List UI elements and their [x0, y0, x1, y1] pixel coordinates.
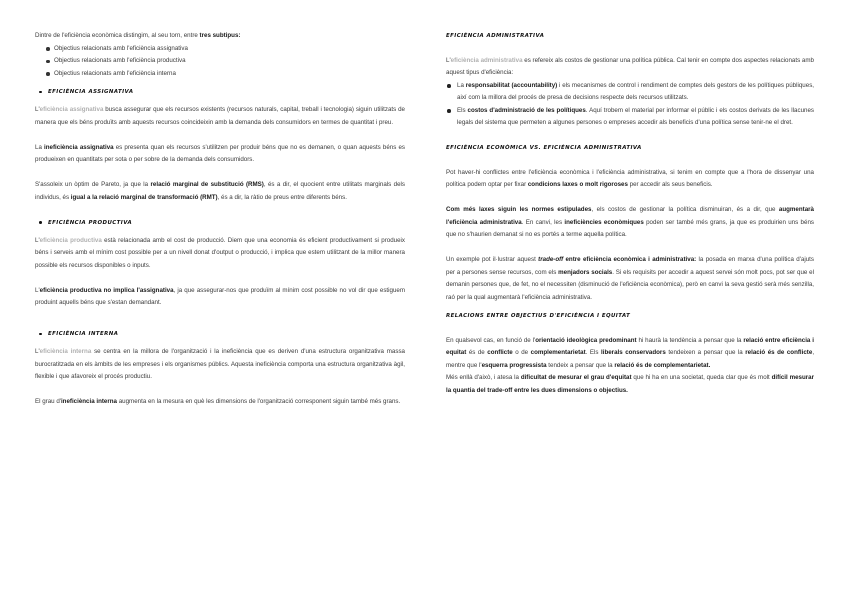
paragraph: L'eficiència productiva no implica l'assignativa, ja que assegurar-nos que produïm al mínim cost possible no vol dir que estiguem produint aquells béns que s'estan demandant. — [35, 286, 405, 306]
paragraph: L'eficiència productiva està relacionada amb el cost de producció. Diem que una economia és eficient productivament si produeix béns i serveis amb el mínim cost possible per a un nivell donat d'output o producció, i implica que estem utilitzant de la millor manera possible els recursos disponibles o inputs. — [35, 236, 405, 269]
section-heading-productiva: EFICIÈNCIA PRODUCTIVA — [35, 217, 405, 229]
paragraph: Més enllà d'això, i atesa la dificultat de mesurar el grau d'equitat que hi ha en una societat, queda clar que és molt difícil mesurar la quantia del trade-off entre les dues dimensions o objectius. — [446, 374, 814, 394]
paragraph: El grau d'ineficiència interna augmenta en la mesura en què les dimensions de l'organització corresponent siguin també més grans. — [35, 398, 401, 405]
intro-bold: tres subtipus: — [199, 32, 241, 39]
left-column — [35, 30, 405, 409]
paragraph: L'eficiència administrativa es refereix als costos de gestionar una política pública. Cal tenir en compte dos aspectes relacionats amb aquest tipus d'eficiència: — [446, 56, 814, 76]
subtypes-list — [35, 43, 405, 81]
term-highlight: eficiència administrativa — [450, 56, 523, 64]
right-column — [446, 30, 814, 397]
list-item: Objectius relacionats amb l'eficiència assignativa — [35, 43, 405, 56]
intro-paragraph — [35, 30, 405, 43]
intro-text: Dintre de l'eficiència econòmica distingim, al seu torn, entre — [35, 32, 200, 39]
paragraph: Pot haver-hi conflictes entre l'eficiència econòmica i l'eficiència administrativa, si tenim en compte que a l'hora de dissenyar una política podem optar per fixar condicions laxes o molt rigoroses per accedir als seus beneficis. — [446, 168, 814, 188]
paragraph: L'eficiència assignativa busca assegurar que els recursos existents (recursos naturals, capital, treball i tecnologia) siguin utilitzats de manera que els béns produïts amb aquests recursos coincideixin amb la demanda dels consumidors en termes de quantitat i preu. — [35, 106, 405, 126]
aspects-list — [446, 80, 814, 130]
paragraph: Com més laxes siguin les normes estipulades, els costos de gestionar la política disminuiran, és a dir, que augmentarà l'eficiència administrativa. En canvi, les ineficiències econòmiques poden ser també més grans, ja que es produirien uns béns que no s'haurien demanat si no es portés a terme aquella política. — [446, 206, 814, 238]
paragraph: Un exemple pot il·lustrar aquest trade-off entre eficiència econòmica i administrativa: la posada en marxa d'una política d'ajuts per a persones sense recursos, com els menjadors socials. Si els requisits per accedir a aquest servei són molt pocs, pot ser que el demanin persones que, de fet, no el necessiten (disminució de l'eficiència econòmica), però en canvi la seva gestió serà més senzilla, raó per la qual augmentarà l'eficiència administrativa. — [446, 256, 814, 301]
list-item: Objectius relacionats amb l'eficiència productiva — [35, 55, 405, 68]
paragraph: S'assoleix un òptim de Pareto, ja que la relació marginal de substitució (RMS), és a dir, el quocient entre utilitats marginals dels individus, és igual a la relació marginal de transformació (RMT), és a dir, la ràtio de preus entre diferents béns. — [35, 181, 405, 201]
term-highlight: eficiència productiva — [39, 236, 102, 244]
paragraph: La ineficiència assignativa es presenta quan els recursos s'utilitzen per produir béns que no es demanen, o quan aquests béns es produeixen en quantitats per sota o per sobre de la demanda dels consumidors. — [35, 143, 405, 163]
list-item: Els costos d'administració de les polítiques. Aquí trobem el material per informar el públic i els costos derivats de les llacunes legals del sistema que permeten a algunes persones o empreses accedir als beneficis d'una política sense tenir-ne el dret. — [446, 105, 814, 130]
list-item: Objectius relacionats amb l'eficiència interna — [35, 68, 405, 81]
section-heading-assignativa: EFICIÈNCIA ASSIGNATIVA — [35, 86, 405, 98]
term-highlight: eficiència interna — [39, 348, 92, 355]
section-heading-interna: EFICIÈNCIA INTERNA — [35, 328, 405, 340]
section-heading-administrativa: EFICIÈNCIA ADMINISTRATIVA — [446, 33, 545, 39]
list-item: La responsabilitat (accountability) i els mecanismes de control i rendiment de comptes dels gestors de les polítiques públiques, així com la millora del procés de presa de decisions respecte dels recursos utilitzats. — [446, 80, 814, 105]
paragraph: En qualsevol cas, en funció de l'orientació ideològica predominant hi haurà la tendència a pensar que la relació entre eficiència i equitat és de conflicte o de complementarietat. Els liberals conservadors tendeixen a pensar que la relació és de conflicte, mentre que l'esquerra progressista tendeix a pensar que la relació és de complementarietat. — [446, 336, 815, 369]
section-heading-versus: EFICIÈNCIA ECONÒMICA VS. EFICIÈNCIA ADMINISTRATIVA — [446, 145, 642, 151]
term-highlight: eficiència assignativa — [39, 106, 104, 113]
paragraph: L'eficiència interna se centra en la millora de l'organització i la ineficiència que es deriven d'una estructura organitzativa massa burocratitzada en els àmbits de les empreses i els organismes públics. Aquesta ineficiència comporta una estructura organitzativa àgil, flexible i que afavoreix el procés productiu. — [35, 348, 405, 380]
section-heading-relacions: RELACIONS ENTRE OBJECTIUS D'EFICIÈNCIA I EQUITAT — [446, 313, 631, 319]
